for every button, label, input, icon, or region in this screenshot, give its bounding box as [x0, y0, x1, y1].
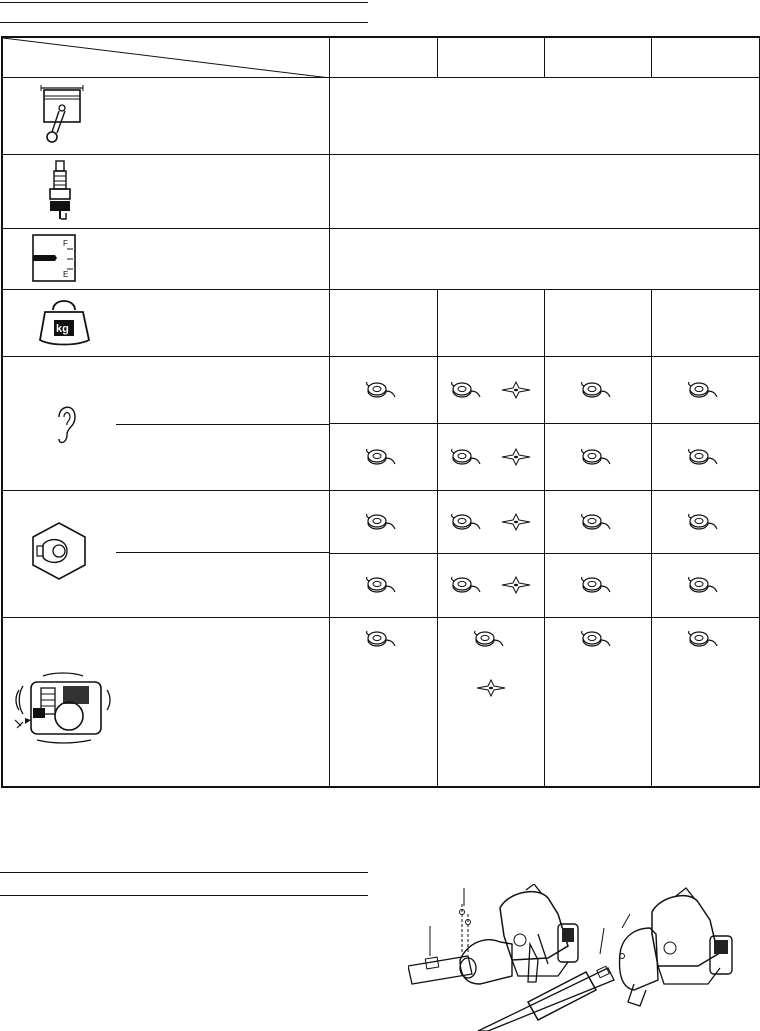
power-1-col-2 [437, 490, 544, 553]
gauge-empty-label: E [63, 269, 69, 279]
trimmer-spool-icon [365, 574, 401, 596]
trimmer-spool-icon [580, 574, 616, 596]
trimmer-spool-icon [365, 379, 401, 401]
power-1-col-3 [544, 490, 651, 553]
weight-value-2 [437, 289, 544, 356]
weight-kg-icon [37, 294, 97, 354]
table-row [2, 356, 760, 423]
spool-and-blade-group [450, 381, 532, 398]
spool-group [330, 628, 437, 650]
noise-1-col-3 [544, 356, 651, 423]
vibration-cell [2, 617, 329, 787]
cutting-blade-icon [500, 512, 532, 532]
vibration-col-1 [329, 617, 437, 787]
cutting-blade-icon [500, 380, 532, 400]
noise-2-col-1 [329, 423, 437, 490]
cutting-blade-icon [500, 575, 532, 595]
spark-plug-value [329, 154, 760, 228]
piston-cell [2, 77, 329, 154]
trimmer-spool-icon [365, 446, 401, 468]
spool-group [652, 628, 760, 650]
table-row [2, 154, 760, 228]
power-2-col-2 [437, 553, 544, 617]
weight-unit: kg [56, 322, 69, 335]
spool-group [580, 448, 616, 465]
spool-and-blade-group [438, 628, 544, 698]
noise-1-col-1 [329, 356, 437, 423]
spool-and-blade-group [450, 513, 532, 530]
table-row [2, 617, 760, 787]
weight-cell [2, 289, 329, 356]
weight-value-3 [544, 289, 651, 356]
wrench-nut-icon [29, 519, 89, 583]
trimmer-spool-icon [687, 446, 723, 468]
trimmer-spool-icon [687, 628, 723, 650]
trimmer-spool-icon [580, 379, 616, 401]
spool-and-blade-group [450, 576, 532, 593]
trimmer-spool-icon [687, 511, 723, 533]
spool-group [687, 576, 723, 593]
model-column-1 [329, 37, 437, 77]
trimmer-spool-icon [365, 628, 401, 650]
table-row [2, 228, 760, 289]
vibration-icon [13, 670, 113, 750]
ear-icon [55, 401, 79, 447]
trimmer-spool-icon [687, 574, 723, 596]
power-subrow-divider [116, 552, 330, 553]
spark-plug-cell [2, 154, 329, 228]
trimmer-spool-icon [450, 446, 486, 468]
shaft-assembly-illustration [408, 884, 760, 1031]
spool-group [545, 628, 651, 650]
spool-group [687, 381, 723, 398]
table-row [2, 490, 760, 553]
diagonal-header-cell [2, 37, 329, 77]
noise-2-col-4 [651, 423, 760, 490]
trimmer-spool-icon [365, 511, 401, 533]
piston-icon [33, 82, 93, 152]
model-column-2 [437, 37, 544, 77]
table-row [2, 289, 760, 356]
trimmer-spool-icon [450, 511, 486, 533]
spool-group [365, 448, 401, 465]
model-column-3 [544, 37, 651, 77]
table-row [2, 77, 760, 154]
noise-subrow-divider [116, 424, 330, 425]
gauge-full-label: F [63, 238, 68, 248]
noise-cell [2, 356, 329, 490]
trimmer-spool-icon [580, 511, 616, 533]
spool-group [687, 448, 723, 465]
section-rule-1 [0, 872, 368, 873]
spool-group [365, 513, 401, 530]
weight-value-4 [651, 289, 760, 356]
power-2-col-3 [544, 553, 651, 617]
vibration-col-4 [651, 617, 760, 787]
spool-group [580, 513, 616, 530]
trimmer-spool-icon [687, 379, 723, 401]
spark-plug-icon [41, 159, 81, 225]
trimmer-spool-icon [473, 628, 509, 650]
trimmer-spool-icon [450, 574, 486, 596]
displacement-value [329, 77, 760, 154]
header-rule-1 [0, 2, 368, 3]
power-2-col-4 [651, 553, 760, 617]
trimmer-spool-icon [580, 446, 616, 468]
spool-group [365, 381, 401, 398]
cutting-blade-icon [500, 447, 532, 467]
fuel-gauge-icon [31, 233, 81, 285]
power-2-col-1 [329, 553, 437, 617]
trimmer-spool-icon [450, 379, 486, 401]
weight-value-1 [329, 289, 437, 356]
diagonal-line [3, 38, 330, 78]
spool-group [365, 576, 401, 593]
noise-1-col-2 [437, 356, 544, 423]
power-cell [2, 490, 329, 617]
table-header-row [2, 37, 760, 77]
fuel-cell [2, 228, 329, 289]
trimmer-spool-icon [580, 628, 616, 650]
noise-1-col-4 [651, 356, 760, 423]
specification-table [1, 36, 760, 788]
section-rule-2 [0, 895, 368, 896]
power-1-col-1 [329, 490, 437, 553]
spool-group [580, 381, 616, 398]
vibration-col-3 [544, 617, 651, 787]
header-rule-2 [0, 22, 368, 23]
cutting-blade-icon [475, 678, 507, 698]
vibration-col-2 [437, 617, 544, 787]
spool-and-blade-group [450, 448, 532, 465]
fuel-value [329, 228, 760, 289]
noise-2-col-2 [437, 423, 544, 490]
model-column-4 [651, 37, 760, 77]
noise-2-col-3 [544, 423, 651, 490]
power-1-col-4 [651, 490, 760, 553]
spool-group [687, 513, 723, 530]
spool-group [580, 576, 616, 593]
